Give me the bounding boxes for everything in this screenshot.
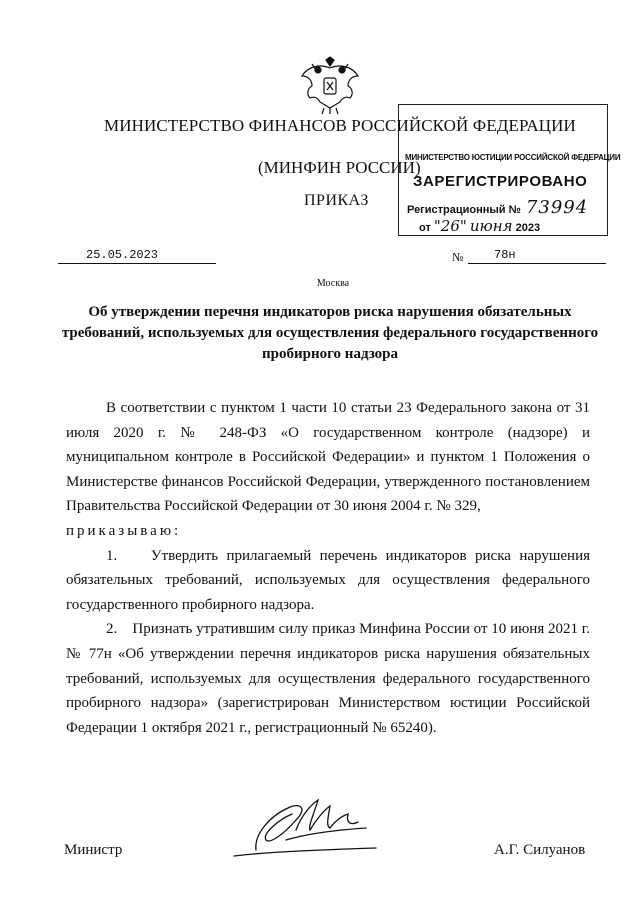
ministry-short-name: (МИНФИН РОССИИ) xyxy=(258,158,421,177)
coat-of-arms-emblem-icon xyxy=(298,56,362,116)
document-number: 78н xyxy=(468,248,606,264)
stamp-date xyxy=(419,217,540,235)
stamp-reg-label: Регистрационный № xyxy=(407,204,521,216)
stamp-date-prefix: от xyxy=(419,222,431,234)
stamp-day: "26" xyxy=(433,217,467,235)
document-type: ПРИКАЗ xyxy=(304,192,369,209)
ministry-name: МИНИСТЕРСТВО ФИНАНСОВ РОССИЙСКОЙ ФЕДЕРАЦИИ xyxy=(104,116,576,135)
handwritten-signature xyxy=(226,790,396,864)
order-word: приказываю: xyxy=(66,522,182,539)
number-sign: № xyxy=(452,250,464,264)
item-1-paragraph: 1. Утвердить прилагаемый перечень индикаторов риска нарушения обязательных требований, используемых для осуществления федерального государственного пробирного надзора. xyxy=(66,547,590,613)
stamp-registration-number xyxy=(407,197,588,218)
stamp-month: июня xyxy=(469,217,513,235)
stamp-organization: МИНИСТЕРСТВО ЮСТИЦИИ РОССИЙСКОЙ ФЕДЕРАЦИИ xyxy=(405,153,621,162)
stamp-reg-number: 73994 xyxy=(525,197,589,218)
preamble-paragraph: В соответствии с пунктом 1 части 10 статьи 23 Федерального закона от 31 июля 2020 г. № 248-ФЗ «О государственном контроле (надзоре) и муниципальном контроле в Российской Федерации» и пунктом 1 Положения о Министерстве финансов Российской Федерации, утвержденного постановлением Правительства Российской Федерации от 30 июня 2004 г. № 329, xyxy=(66,400,590,515)
stamp-status: ЗАРЕГИСТРИРОВАНО xyxy=(413,173,588,190)
document-date: 25.05.2023 xyxy=(58,248,216,264)
document-body xyxy=(66,396,590,740)
item-2-paragraph: 2. Признать утратившим силу приказ Минфина России от 10 июня 2021 г. № 77н «Об утверждении перечня индикаторов риска нарушения обязательных требований, используемых для осуществления федерального государственного пробирного надзора» (зарегистрирован Министерством юстиции Российской Федерации 1 октября 2021 г., регистрационный № 65240). xyxy=(66,621,590,736)
stamp-year: 2023 xyxy=(515,222,541,234)
signer-name: А.Г. Силуанов xyxy=(494,842,586,858)
document-title: Об утверждении перечня индикаторов риска нарушения обязательных требований, используемых для осуществления федерального государственного пробирного надзора xyxy=(61,304,599,362)
document-city: Москва xyxy=(316,278,350,289)
registration-stamp xyxy=(398,104,621,236)
signer-position: Министр xyxy=(64,842,123,858)
